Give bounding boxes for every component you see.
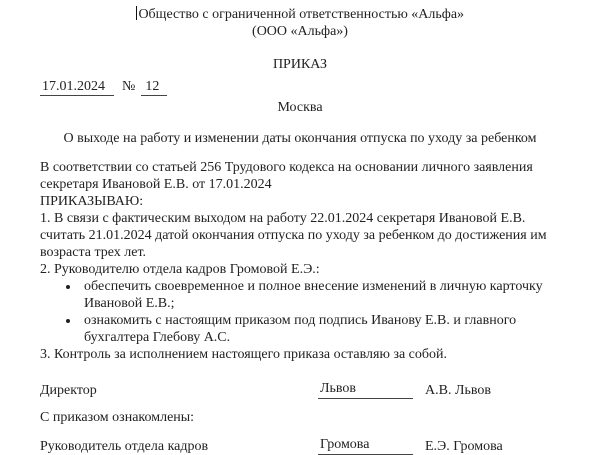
signer-name: Е.Э. Громова (425, 439, 503, 454)
signature-line: Львов (318, 380, 413, 399)
doc-date: 17.01.2024 (40, 79, 114, 96)
order-item-2: 2. Руководителю отдела кадров Громовой Е.Э.: (40, 262, 320, 277)
order-bullet-list (40, 278, 560, 346)
signer-title: Директор (40, 383, 97, 398)
intro-paragraph: В соответствии со статьей 256 Трудового кодекса на основании личного заявления секретаря Ивановой Е.В. от 17.01.2024 (40, 160, 533, 192)
signer-title: Руководитель отдела кадров (40, 439, 209, 454)
order-item-1: 1. В связи с фактическим выходом на работу 22.01.2024 секретаря Ивановой Е.В. считать 21.01.2024 датой окончания отпуска по уходу за ребенком до достижения им возраста трех лет. (40, 211, 547, 260)
org-header (40, 6, 560, 40)
signer-name: А.В. Львов (425, 383, 491, 398)
bullet-item: • обеспечить своевременное и полное внесение изменений в личную карточку Ивановой Е.В.; (80, 278, 560, 312)
doc-body (40, 159, 560, 363)
order-item-3: 3. Контроль за исполнением настоящего приказа оставляю за собой. (40, 347, 448, 362)
org-short-name: (ООО «Альфа») (252, 24, 348, 39)
signature-line: Громова (318, 436, 413, 455)
org-name-line (40, 6, 560, 23)
doc-subject: О выходе на работу и изменении даты окончания отпуска по уходу за ребенком (63, 131, 537, 146)
doc-type-title: ПРИКАЗ (272, 57, 328, 72)
signature-row-hr-head (40, 436, 560, 455)
number-sign: № (122, 79, 136, 94)
order-word: ПРИКАЗЫВАЮ: (40, 194, 144, 209)
date-number-row (40, 78, 560, 96)
acquainted-label: С приказом ознакомлены: (40, 410, 195, 425)
doc-number: 12 (141, 79, 167, 96)
city-label: Москва (277, 100, 323, 115)
signature-section (40, 380, 560, 455)
bullet-item: • ознакомить с настоящим приказом под подпись Иванову Е.В. и главного бухгалтера Глебову А.С. (80, 312, 560, 346)
org-name: Общество с ограниченной ответственностью «Альфа» (138, 7, 465, 22)
signature-row-director (40, 380, 560, 399)
